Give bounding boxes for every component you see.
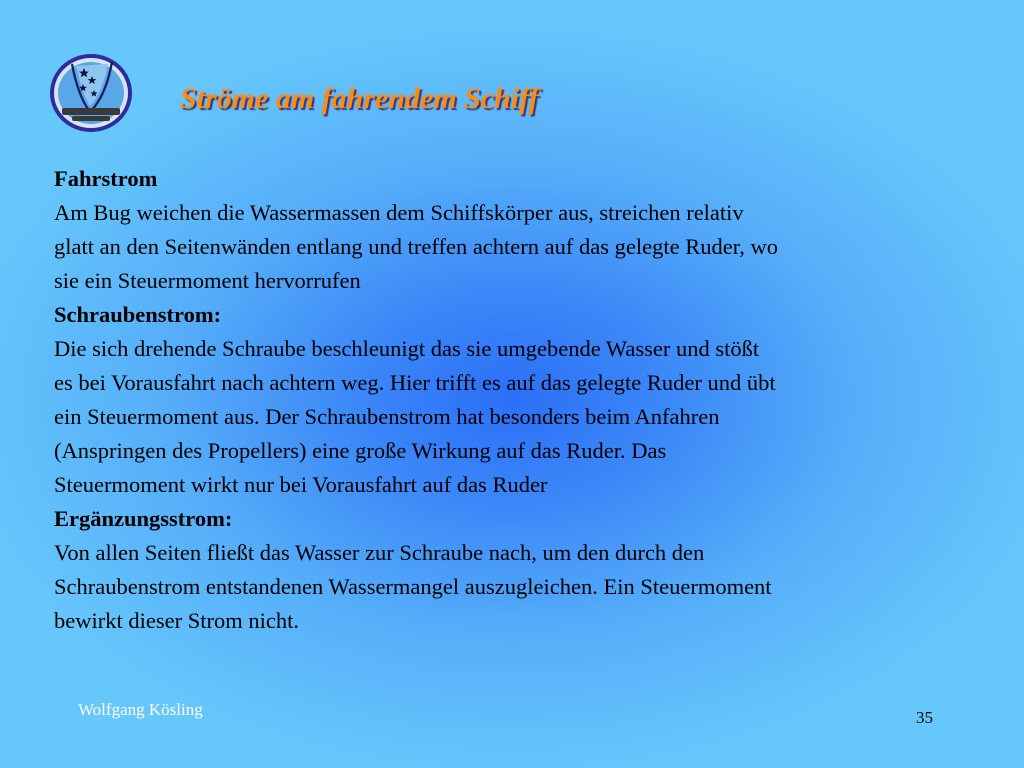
section-ergaenzungsstrom [54,502,984,638]
body-line: es bei Vorausfahrt nach achtern weg. Hier trifft es auf das gelegte Ruder und übt [54,370,776,395]
body-line: (Anspringen des Propellers) eine große Wirkung auf das Ruder. Das [54,438,667,463]
section-fahrstrom [54,162,984,298]
section-heading: Fahrstrom [54,166,158,191]
body-line: Von allen Seiten fließt das Wasser zur Schraube nach, um den durch den [54,540,705,565]
slide-title: Ströme am fahrendem Schiff [180,82,539,115]
body-line: bewirkt dieser Strom nicht. [54,608,299,633]
body-line: Die sich drehende Schraube beschleunigt das sie umgebende Wasser und stößt [54,336,760,361]
body-line: Schraubenstrom entstandenen Wassermangel auszugleichen. Ein Steuermoment [54,574,772,599]
body-line: Am Bug weichen die Wassermassen dem Schiffskörper aus, streichen relativ [54,200,744,225]
section-heading: Ergänzungsstrom: [54,506,233,531]
body-line: glatt an den Seitenwänden entlang und treffen achtern auf das gelegte Ruder, wo [54,234,779,259]
page-number: 35 [916,708,933,727]
body-line: ein Steuermoment aus. Der Schraubenstrom hat besonders beim Anfahren [54,404,720,429]
club-emblem-icon [48,52,134,134]
section-heading: Schraubenstrom: [54,302,222,327]
body-line: sie ein Steuermoment hervorrufen [54,268,361,293]
slide-body [54,162,984,638]
footer-author: Wolfgang Kösling [78,700,203,719]
body-line: Steuermoment wirkt nur bei Vorausfahrt auf das Ruder [54,472,548,497]
section-schraubenstrom [54,298,984,502]
